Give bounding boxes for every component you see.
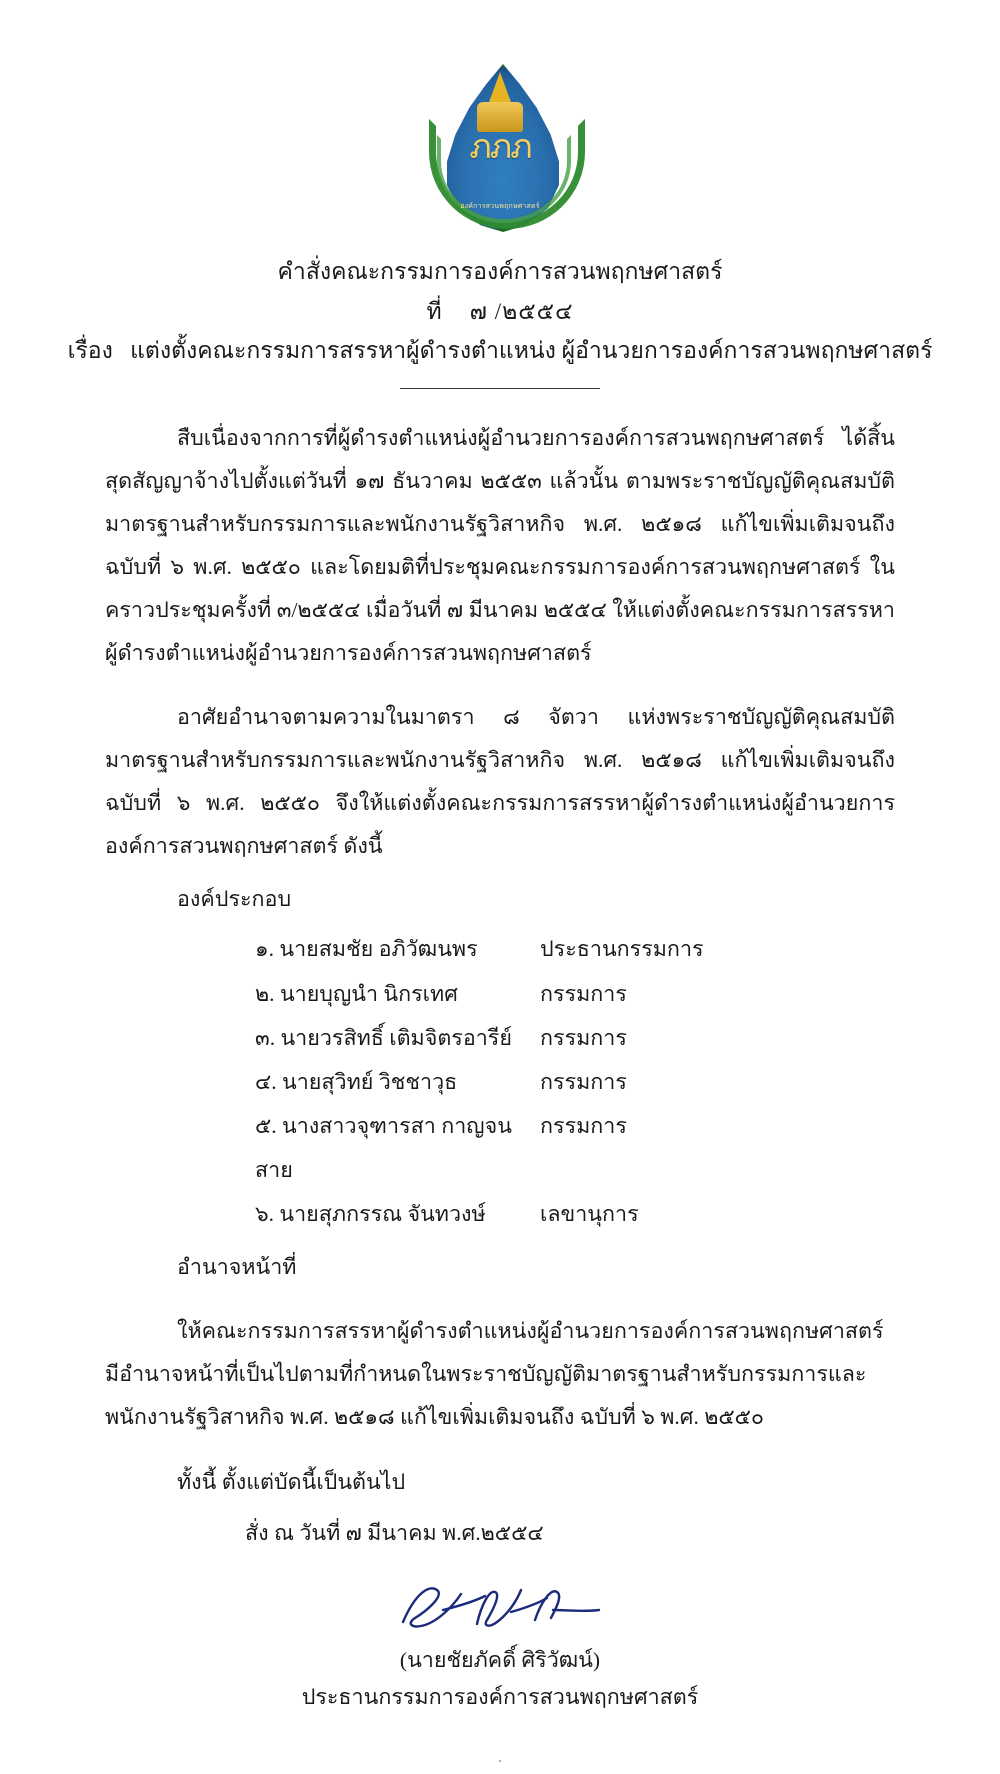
member-number: ๑. xyxy=(255,937,275,962)
paragraph-authority: อาศัยอำนาจตามความในมาตรา ๘ จัตวา แห่งพระราชบัญญัติคุณสมบัติมาตรฐานสำหรับกรรมการและพนักงานรัฐวิสาหกิจ พ.ศ. ๒๕๑๘ แก้ไขเพิ่มเติมจนถึง ฉบับที่ ๖ พ.ศ. ๒๕๕๐ จึงให้แต่งตั้งคณะกรรมการสรรหาผู้ดำรงตำแหน่งผู้อำนวยการองค์การสวนพฤกษศาสตร์ ดังนี้ xyxy=(105,705,895,859)
member-number: ๓. xyxy=(255,1025,276,1050)
handwritten-signature-icon xyxy=(385,1576,615,1638)
member-number: ๕. xyxy=(255,1113,277,1138)
member-role: กรรมการ xyxy=(540,981,627,1006)
list-item xyxy=(255,1192,895,1236)
list-item xyxy=(255,1060,895,1104)
member-role: กรรมการ xyxy=(540,1113,627,1138)
list-item xyxy=(255,972,895,1016)
emblem-container xyxy=(0,0,1000,233)
member-fullname: นายสมชัย อภิวัฒนพร xyxy=(279,937,478,962)
member-role: ประธานกรรมการ xyxy=(540,937,704,962)
document-subject-text: แต่งตั้งคณะกรรมการสรรหาผู้ดำรงตำแหน่ง ผู้อำนวยการองค์การสวนพฤกษศาสตร์ xyxy=(130,338,933,364)
member-name xyxy=(255,1104,540,1192)
member-name xyxy=(255,1016,540,1060)
member-role: เลขานุการ xyxy=(540,1201,639,1226)
paragraph-background: สืบเนื่องจากการที่ผู้ดำรงตำแหน่งผู้อำนวยการองค์การสวนพฤกษศาสตร์ ได้สิ้นสุดสัญญาจ้างไปตั้งแต่วันที่ ๑๗ ธันวาคม ๒๕๕๓ แล้วนั้น ตามพระราชบัญญัติคุณสมบัติมาตรฐานสำหรับกรรมการและพนักงานรัฐวิสาหกิจ พ.ศ. ๒๕๑๘ แก้ไขเพิ่มเติมจนถึง ฉบับที่ ๖ พ.ศ. ๒๕๕๐ และโดยมติที่ประชุมคณะกรรมการองค์การสวนพฤกษศาสตร์ ในคราวประชุมครั้งที่ ๓/๒๕๕๔ เมื่อวันที่ ๗ มีนาคม ๒๕๕๔ ให้แต่งตั้งคณะกรรมการสรรหาผู้ดำรงตำแหน่งผู้อำนวยการองค์การสวนพฤกษศาสตร์ xyxy=(105,425,895,665)
member-name xyxy=(255,1192,540,1236)
list-item xyxy=(255,927,895,971)
section-heading-duties: อำนาจหน้าที่ xyxy=(177,1254,297,1279)
member-fullname: นายสุวิทย์ วิชชาวุธ xyxy=(282,1069,458,1094)
member-number: ๒. xyxy=(255,981,275,1006)
member-name xyxy=(255,927,540,971)
document-subject-line xyxy=(0,333,1000,370)
list-item xyxy=(255,1104,895,1192)
emblem-monogram: ภภภ xyxy=(469,127,531,167)
member-fullname: นายวรสิทธิ์ เติมจิตรอารีย์ xyxy=(280,1025,512,1050)
order-date: สั่ง ณ วันที่ ๗ มีนาคม พ.ศ.๒๕๕๔ xyxy=(245,1520,544,1545)
emblem-org-text: องค์การสวนพฤกษศาสตร์ xyxy=(460,202,540,211)
document-subject-label: เรื่อง xyxy=(67,338,113,364)
member-number: ๖. xyxy=(255,1201,275,1226)
signature-area xyxy=(105,1576,895,1642)
document-number-line xyxy=(0,290,1000,334)
section-heading-composition: องค์ประกอบ xyxy=(177,887,292,912)
member-role: กรรมการ xyxy=(540,1025,627,1050)
botanical-garden-organization-emblem-icon xyxy=(425,58,575,233)
document-body xyxy=(105,417,895,1774)
paragraph-duties: ให้คณะกรรมการสรรหาผู้ดำรงตำแหน่งผู้อำนวยการองค์การสวนพฤกษศาสตร์ มีอำนาจหน้าที่เป็นไปตามที่กำหนดในพระราชบัญญัติมาตรฐานสำหรับกรรมการและพนักงานรัฐวิสาหกิจ พ.ศ. ๒๕๑๘ แก้ไขเพิ่มเติมจนถึง ฉบับที่ ๖ พ.ศ. ๒๕๕๐ xyxy=(105,1319,884,1430)
member-role: กรรมการ xyxy=(540,1069,627,1094)
document-title: คำสั่งคณะกรรมการองค์การสวนพฤกษศาสตร์ xyxy=(277,259,723,284)
list-item xyxy=(255,1016,895,1060)
footer-mark: . xyxy=(498,1748,502,1766)
paragraph-effective: ทั้งนี้ ตั้งแต่บัดนี้เป็นต้นไป xyxy=(177,1469,406,1494)
document-number-year: /๒๕๕๔ xyxy=(494,298,574,324)
member-name xyxy=(255,1060,540,1104)
member-fullname: นางสาวจุฑารสา กาญจนสาย xyxy=(255,1113,512,1182)
member-fullname: นายสุภกรรณ จันทวงษ์ xyxy=(279,1201,486,1226)
member-name xyxy=(255,972,540,1016)
title-divider xyxy=(400,388,600,389)
signer-role: ประธานกรรมการองค์การสวนพฤกษศาสตร์ xyxy=(301,1684,699,1709)
document-number-value: ๗ xyxy=(469,298,488,324)
member-number: ๔. xyxy=(255,1069,277,1094)
signer-name: (นายชัยภัคดิ์ ศิริวัฒน์) xyxy=(399,1648,601,1673)
member-fullname: นายบุญนำ นิกรเทศ xyxy=(279,981,458,1006)
committee-member-list xyxy=(105,927,895,1235)
document-number-label: ที่ xyxy=(426,298,443,324)
title-block xyxy=(0,255,1000,389)
